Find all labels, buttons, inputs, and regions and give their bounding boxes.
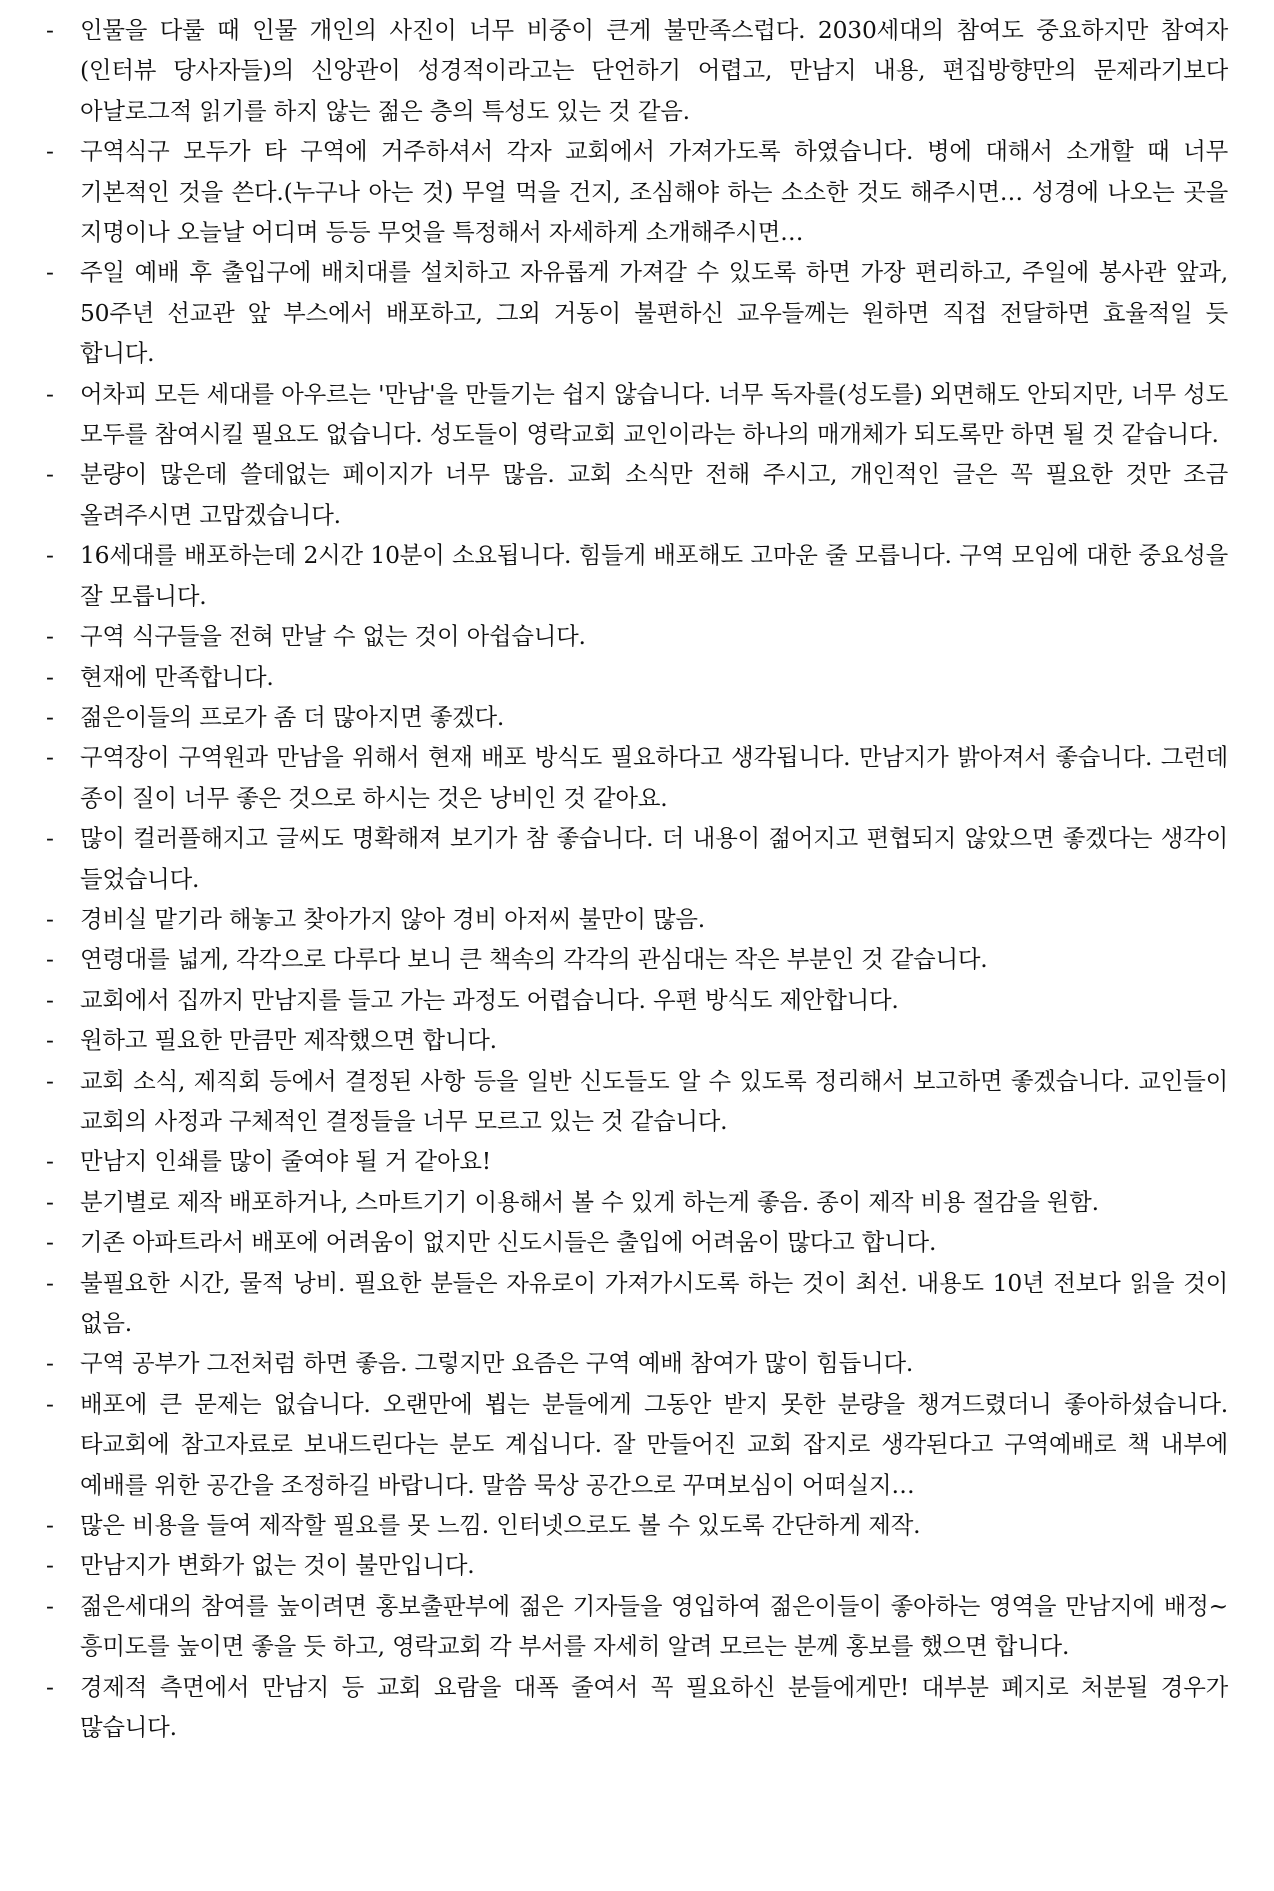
list-item [46,252,1228,373]
list-item [46,1384,1228,1505]
bullet-dash: - [46,1551,54,1580]
comment-list [46,10,1228,1747]
list-item [46,939,1228,979]
list-item [46,1343,1228,1383]
bullet-dash: - [46,1147,54,1176]
bullet-dash: - [46,1228,54,1257]
bullet-dash: - [46,1026,54,1055]
list-item [46,980,1228,1020]
comment-text: 어차피 모든 세대를 아우르는 '만남'을 만들기는 쉽지 않습니다. 너무 독자를(성도를) 외면해도 안되지만, 너무 성도 모두를 참여시킬 필요도 없습니다. 성도들이 영락교회 교인이라는 하나의 매개체가 되도록만 하면 될 것 같습니다. [80,379,1228,449]
comment-text: 구역식구 모두가 타 구역에 거주하셔서 각자 교회에서 가져가도록 하였습니다. 병에 대해서 소개할 때 너무 기본적인 것을 쓴다.(누구나 아는 것) 무얼 먹을 건지, 조심해야 하는 소소한 것도 해주시면… 성경에 나오는 곳을 지명이나 오늘날 어디며 등등 무엇을 특정해서 자세하게 소개해주시면… [80,137,1228,247]
comment-text: 교회에서 집까지 만남지를 들고 가는 과정도 어렵습니다. 우편 방식도 제안합니다. [80,985,899,1014]
comment-text: 만남지가 변화가 없는 것이 불만입니다. [80,1551,475,1580]
bullet-dash: - [46,1511,54,1540]
list-item [46,737,1228,818]
bullet-dash: - [46,622,54,651]
comment-text: 교회 소식, 제직회 등에서 결정된 사항 등을 일반 신도들도 알 수 있도록 정리해서 보고하면 좋겠습니다. 교인들이 교회의 사정과 구체적인 결정들을 너무 모르고 있는 것 같습니다. [80,1066,1228,1135]
comment-text: 많은 비용을 들여 제작할 필요를 못 느낌. 인터넷으로도 볼 수 있도록 간단하게 제작. [80,1511,921,1540]
comment-text: 배포에 큰 문제는 없습니다. 오랜만에 뵙는 분들에게 그동안 받지 못한 분량을 챙겨드렸더니 좋아하셨습니다. 타교회에 참고자료로 보내드린다는 분도 계십니다. 잘 만들어진 교회 잡지로 생각된다고 구역예배로 책 내부에 예배를 위한 공간을 조정하길 바랍니다. 말씀 묵상 공간으로 꾸며보심이 어떠실지… [80,1389,1228,1499]
bullet-dash: - [46,1591,54,1620]
list-item [46,1020,1228,1060]
list-item [46,454,1228,535]
bullet-dash: - [46,16,54,44]
list-item [46,1586,1228,1667]
comment-text: 분기별로 제작 배포하거나, 스마트기기 이용해서 볼 수 있게 하는게 좋음. 종이 제작 비용 절감을 원함. [80,1187,1099,1216]
list-item [46,657,1228,697]
bullet-dash: - [46,379,54,408]
bullet-dash: - [46,702,54,731]
bullet-dash: - [46,460,54,489]
bullet-dash: - [46,904,54,933]
list-item [46,1667,1228,1748]
list-item [46,1061,1228,1142]
bullet-dash: - [46,1187,54,1216]
comment-text: 16세대를 배포하는데 2시간 10분이 소요됩니다. 힘들게 배포해도 고마운 줄 모릅니다. 구역 모임에 대한 중요성을 잘 모릅니다. [80,541,1228,610]
bullet-dash: - [46,1389,54,1418]
bullet-dash: - [46,662,54,691]
comment-text: 구역 공부가 그전처럼 하면 좋음. 그렇지만 요즘은 구역 예배 참여가 많이 힘듭니다. [80,1349,914,1378]
comment-text: 젊은세대의 참여를 높이려면 홍보출판부에 젊은 기자들을 영입하여 젊은이들이 좋아하는 영역을 만남지에 배정~ 흥미도를 높이면 좋을 듯 하고, 영락교회 각 부서를 자세히 알려 모르는 분께 홍보를 했으면 합니다. [80,1591,1228,1661]
bullet-dash: - [46,1268,54,1297]
list-item [46,899,1228,939]
bullet-dash: - [46,985,54,1014]
list-item [46,1141,1228,1181]
comment-text: 젊은이들의 프로가 좀 더 많아지면 좋겠다. [80,702,505,731]
bullet-dash: - [46,1349,54,1378]
comment-text: 경제적 측면에서 만남지 등 교회 요람을 대폭 줄여서 꼭 필요하신 분들에게만! 대부분 폐지로 처분될 경우가 많습니다. [80,1672,1228,1742]
list-item [46,697,1228,737]
comment-text: 인물을 다룰 때 인물 개인의 사진이 너무 비중이 큰게 불만족스럽다. 2030세대의 참여도 중요하지만 참여자(인터뷰 당사자들)의 신앙관이 성경적이라고는 단언하기 어렵고, 만남지 내용, 편집방향만의 문제라기보다 아날로그적 읽기를 하지 않는 젊은 층의 특성도 있는 것 같음. [80,16,1228,125]
bullet-dash: - [46,258,54,287]
list-item [46,616,1228,656]
list-item [46,1222,1228,1262]
list-item [46,1545,1228,1585]
list-item [46,131,1228,252]
comment-text: 분량이 많은데 쓸데없는 페이지가 너무 많음. 교회 소식만 전해 주시고, 개인적인 글은 꼭 필요한 것만 조금 올려주시면 고맙겠습니다. [80,460,1228,529]
comment-text: 주일 예배 후 출입구에 배치대를 설치하고 자유롭게 가져갈 수 있도록 하면 가장 편리하고, 주일에 봉사관 앞과, 50주년 선교관 앞 부스에서 배포하고, 그외 거동이 불편하신 교우들께는 원하면 직접 전달하면 효율적일 듯 합니다. [80,258,1228,368]
bullet-dash: - [46,824,54,853]
bullet-dash: - [46,137,54,166]
list-item [46,1263,1228,1344]
comment-text: 만남지 인쇄를 많이 줄여야 될 거 같아요! [80,1147,491,1176]
comment-text: 현재에 만족합니다. [80,662,274,691]
bullet-dash: - [46,541,54,570]
list-item [46,1182,1228,1222]
comment-text: 경비실 맡기라 해놓고 찾아가지 않아 경비 아저씨 불만이 많음. [80,904,705,933]
list-item [46,818,1228,899]
comment-text: 불필요한 시간, 물적 낭비. 필요한 분들은 자유로이 가져가시도록 하는 것이 최선. 내용도 10년 전보다 읽을 것이 없음. [80,1268,1228,1337]
bullet-dash: - [46,1066,54,1095]
bullet-dash: - [46,1672,54,1701]
bullet-dash: - [46,945,54,974]
comment-text: 연령대를 넓게, 각각으로 다루다 보니 큰 책속의 각각의 관심대는 작은 부분인 것 같습니다. [80,945,988,974]
comment-text: 구역장이 구역원과 만남을 위해서 현재 배포 방식도 필요하다고 생각됩니다. 만남지가 밝아져서 좋습니다. 그런데 종이 질이 너무 좋은 것으로 하시는 것은 낭비인 것 같아요. [80,743,1228,812]
list-item [46,10,1228,131]
comment-text: 기존 아파트라서 배포에 어려움이 없지만 신도시들은 출입에 어려움이 많다고 합니다. [80,1228,937,1257]
list-item [46,1505,1228,1545]
comment-text: 원하고 필요한 만큼만 제작했으면 합니다. [80,1026,497,1055]
comment-text: 구역 식구들을 전혀 만날 수 없는 것이 아쉽습니다. [80,622,586,651]
bullet-dash: - [46,743,54,772]
list-item [46,535,1228,616]
list-item [46,374,1228,455]
comment-text: 많이 컬러플해지고 글씨도 명확해져 보기가 참 좋습니다. 더 내용이 젊어지고 편협되지 않았으면 좋겠다는 생각이 들었습니다. [80,824,1228,893]
